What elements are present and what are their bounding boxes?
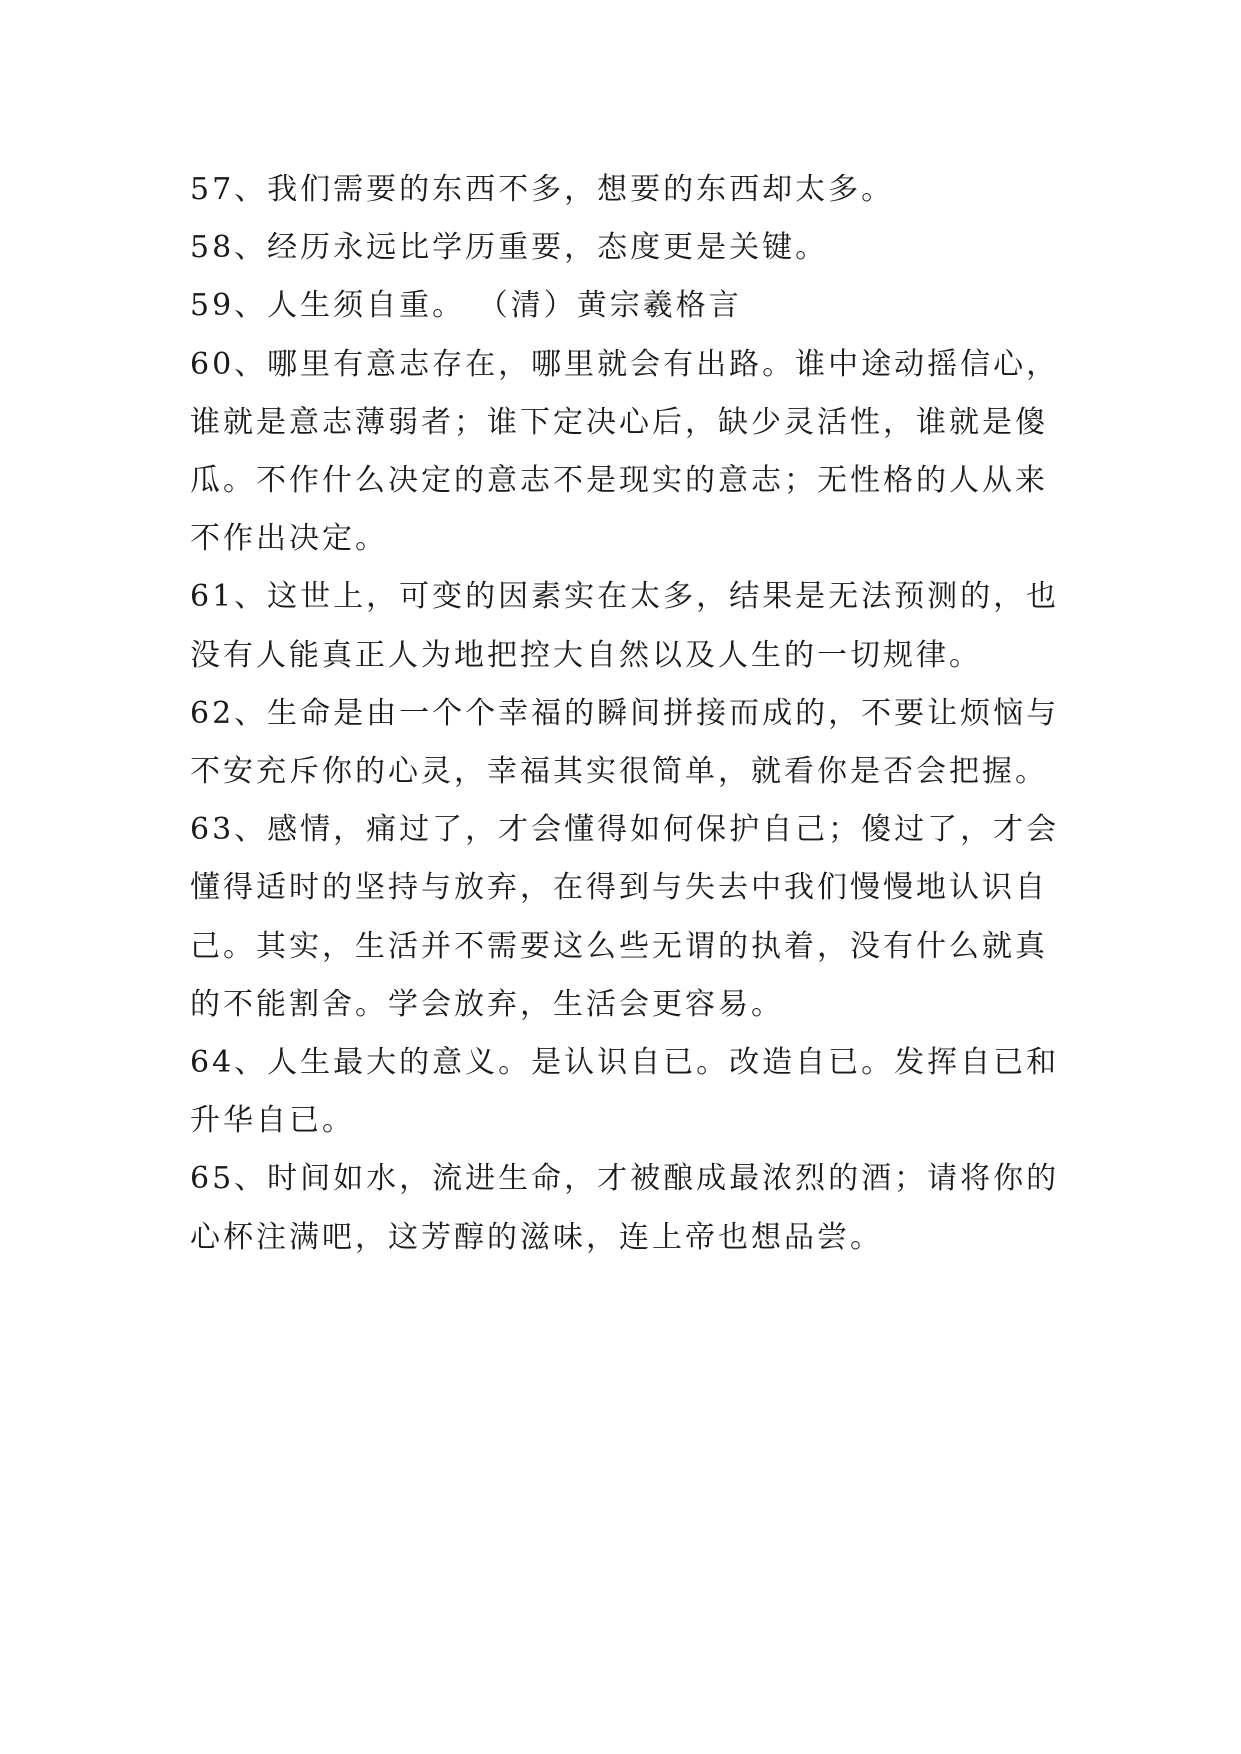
entry-62: 62、生命是由一个个幸福的瞬间拼接而成的，不要让烦恼与不安充斥你的心灵，幸福其实很简单，就看你是否会把握。 xyxy=(190,695,1060,790)
entry-65: 65、时间如水，流进生命，才被酿成最浓烈的酒；请将你的心杯注满吧，这芳醇的滋味，连上帝也想品尝。 xyxy=(190,1161,1060,1255)
document-body xyxy=(190,161,1070,1267)
entry-58: 58、经历永远比学历重要，态度更是关键。 xyxy=(190,230,829,266)
entry-59: 59、人生须自重。 （清）黄宗羲格言 xyxy=(190,288,742,324)
entry-57: 57、我们需要的东西不多，想要的东西却太多。 xyxy=(190,172,895,207)
entry-64: 64、人生最大的意义。是认识自已。改造自已。发挥自已和升华自已。 xyxy=(190,1045,1060,1139)
entry-63: 63、感情，痛过了，才会懂得如何保护自己；傻过了，才会懂得适时的坚持与放弃，在得到与失去中我们慢慢地认识自己。其实，生活并不需要这么些无谓的执着，没有什么就真的不能割舍。学会放弃，生活会更容易。 xyxy=(190,812,1060,1022)
entry-61: 61、这世上，可变的因素实在太多，结果是无法预测的，也没有人能真正人为地把控大自然以及人生的一切规律。 xyxy=(190,579,1060,673)
entry-60: 60、哪里有意志存在，哪里就会有出路。谁中途动摇信心，谁就是意志薄弱者；谁下定决心后，缺少灵活性，谁就是傻瓜。不作什么决定的意志不是现实的意志；无性格的人从来不作出决定。 xyxy=(190,346,1060,557)
